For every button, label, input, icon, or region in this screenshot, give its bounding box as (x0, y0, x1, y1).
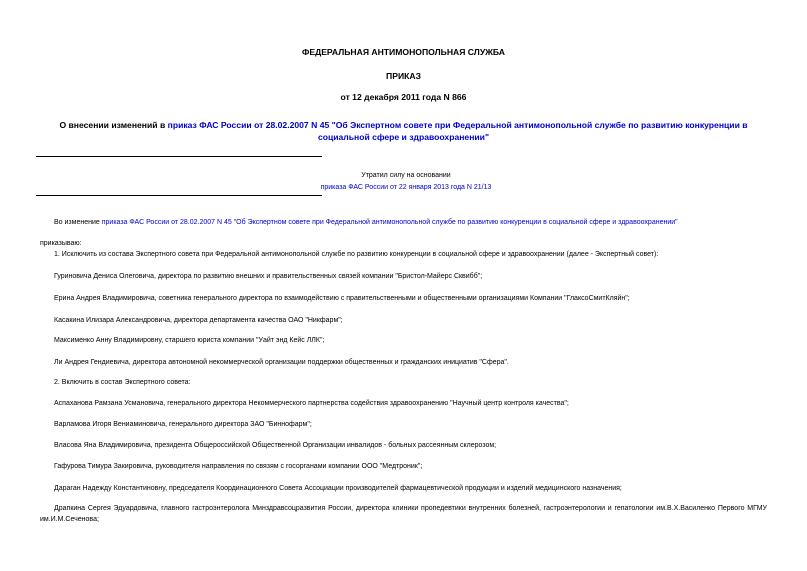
item-1: 1. Исключить из состава Экспертного совета при Федеральной антимонопольной службе по развитию конкуренции в социальной сфере и здравоохранении (далее - Экспертный совет): (54, 251, 659, 258)
excluded-member-1: Гуриновича Дениса Олеговича, директора по развитию внешних и правительственных связей компании "Бристол-Майерс Сквибб"; (54, 273, 483, 280)
doc-type-heading: ПРИКАЗ (386, 71, 421, 81)
item-2: 2. Включить в состав Экспертного совета: (54, 379, 191, 386)
intro-prefix: Во изменение (54, 219, 102, 226)
divider-top (36, 156, 322, 157)
order-word: приказываю: (40, 240, 82, 247)
document-title (40, 119, 767, 143)
included-member-3: Власова Яна Владимировича, президента Общероссийской Общественной Организации инвалидов - больных рассеянным склерозом; (54, 442, 497, 449)
title-prefix: О внесении изменений в (59, 120, 168, 130)
included-member-5: Дараган Надежду Константиновну, председателя Координационного Совета Ассоциации производителей фармацевтической продукции и изделий медицинского назначения; (54, 485, 622, 492)
status-note-text: Утратил силу на основании (361, 172, 451, 179)
excluded-member-5: Ли Андрея Гендиевича, директора автономной некоммерческой организации поддержки общественных и гражданских инициатив "Сфера". (54, 359, 509, 366)
title-link[interactable]: приказ ФАС России от 28.02.2007 N 45 "Об Экспертном совете при Федеральной антимонопольной службе по развитию конкуренции в социальной сфере и здравоохранении" (167, 120, 748, 142)
excluded-member-4: Максименко Анну Владимировну, старшего юриста компании "Уайт энд Кейс ЛЛК"; (54, 337, 325, 344)
status-note (296, 170, 516, 194)
intro-paragraph (54, 217, 767, 228)
excluded-member-3: Касакина Илизара Александровича, директора департамента качества ОАО "Никфарм"; (54, 317, 343, 324)
included-member-4: Гафурова Тимура Закировича, руководителя направления по связям с госорганами компании ООО "Медтроник"; (54, 463, 423, 470)
divider-bottom (36, 195, 322, 196)
included-member-2: Варламова Игоря Вениаминовича, генерального директора ЗАО "Биннофарм"; (54, 421, 312, 428)
date-heading: от 12 декабря 2011 года N 866 (340, 92, 467, 102)
status-note-link[interactable]: приказа ФАС России от 22 января 2013 года N 21/13 (320, 184, 492, 191)
excluded-member-2: Ерина Андрея Владимировича, советника генерального директора по взаимодействию с правительственными и общественными организациями Компании "ГлаксоСмитКляйн"; (54, 295, 630, 302)
included-member-6: Драпкина Сергея Эдуардовича, главного гастроэнтеролога Минздравсоцразвития России, директора клиники пропедевтики внутренних болезней, гастроэнтерологии и гепатологии им.В.Х.Василенко Первого МГМУ им.И.М.Сеченова; (40, 505, 767, 523)
intro-link[interactable]: приказа ФАС России от 28.02.2007 N 45 "Об Экспертном совете при Федеральной антимонопольной службе по развитию конкуренции в социальной сфере и здравоохранении" (101, 219, 678, 226)
included-member-1: Аспаханова Рамзана Усмановича, генерального директора Некоммерческого партнерства содействия здравоохранению "Научный центр контроля качества"; (54, 400, 569, 407)
org-heading: ФЕДЕРАЛЬНАЯ АНТИМОНОПОЛЬНАЯ СЛУЖБА (302, 47, 505, 57)
